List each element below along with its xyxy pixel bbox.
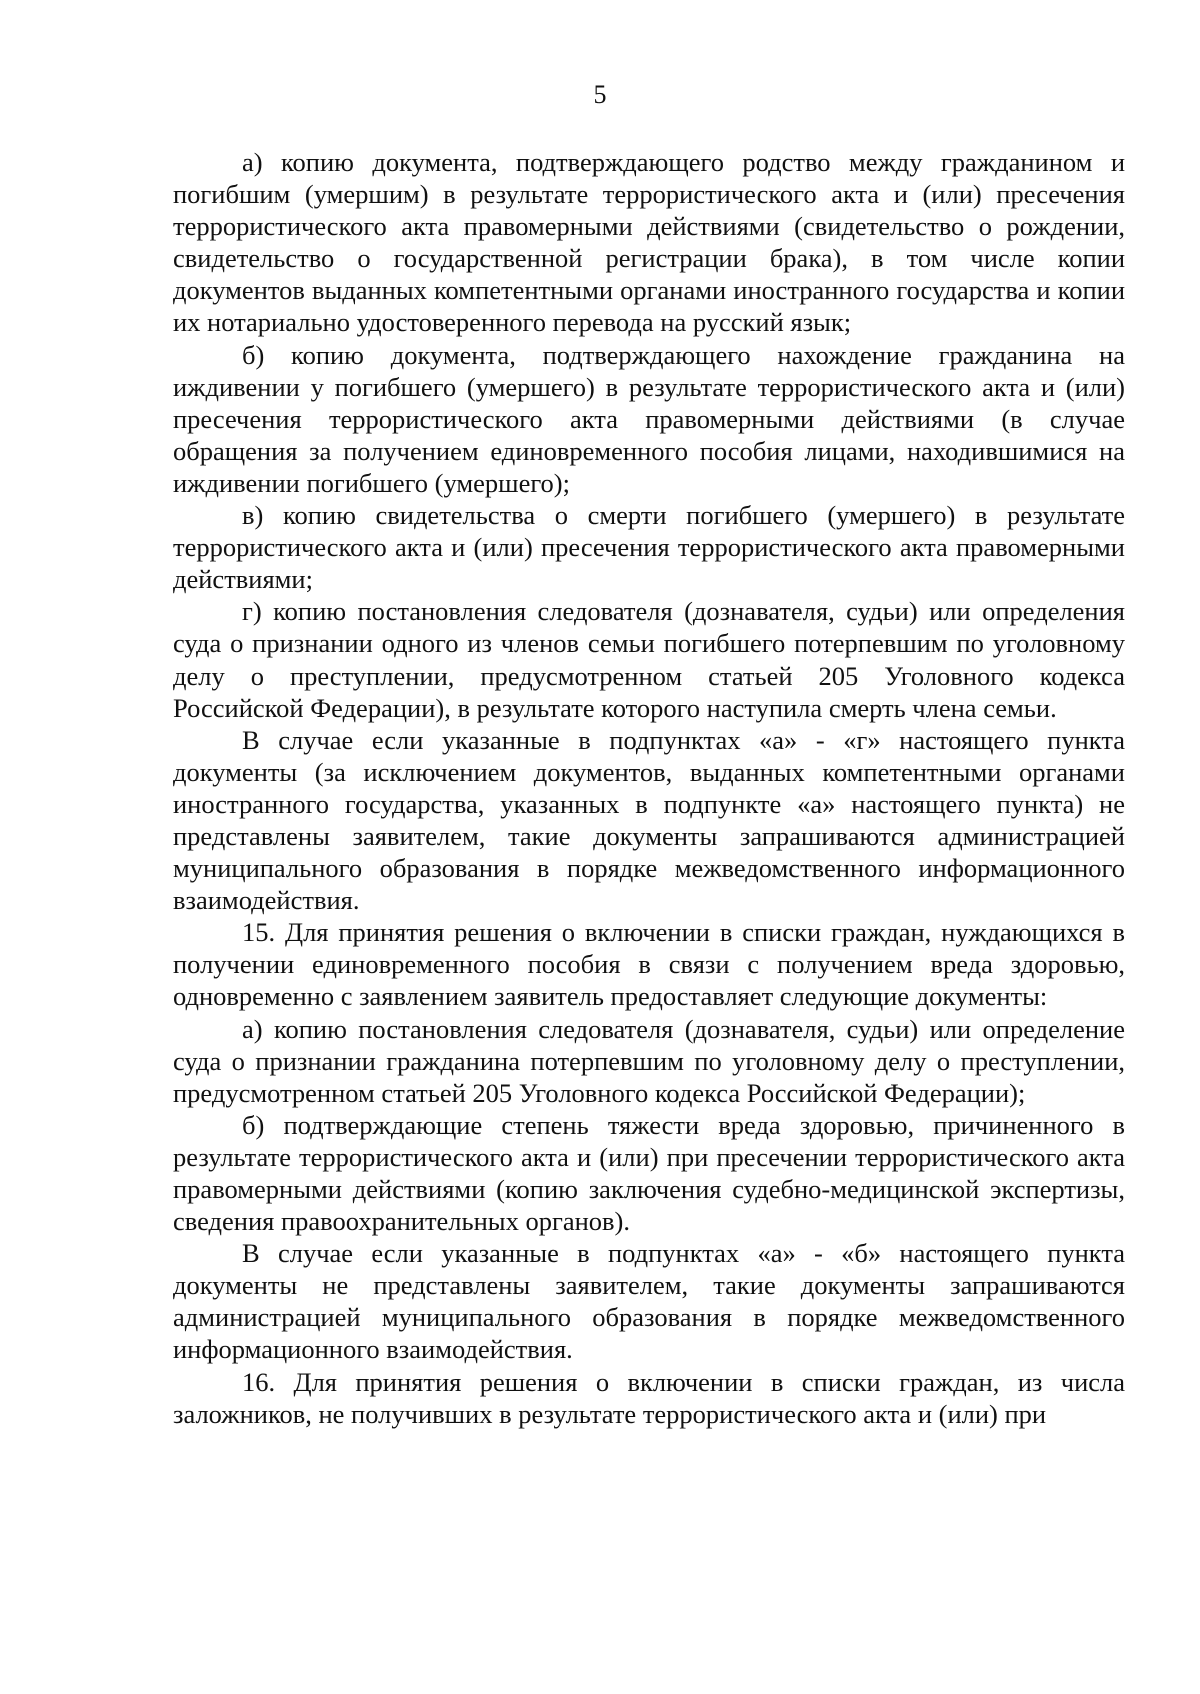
paragraph-clause-15-item-b: б) подтверждающие степень тяжести вреда здоровью, причиненного в результате террористического акта и (или) при пресечении террористического акта правомерными действиями (копию заключения судебно-медицинской экспертизы, сведения правоохранительных органов).	[173, 1109, 1125, 1237]
document-body	[173, 146, 1125, 1430]
paragraph-item-a-kinship: а) копию документа, подтверждающего родство между гражданином и погибшим (умершим) в результате террористического акта и (или) пресечения террористического акта правомерными действиями (свидетельство о рождении, свидетельство о государственной регистрации брака), в том числе копии документов выданных компетентными органами иностранного государства и копии их нотариально удостоверенного перевода на русский язык;	[173, 147, 1125, 338]
page-number: 5	[593, 80, 607, 109]
paragraph-clause-15-item-a: а) копию постановления следователя (дознавателя, судьи) или определение суда о признании гражданина потерпевшим по уголовному делу о преступлении, предусмотренном статьей 205 Уголовного кодекса Российской Федерации);	[173, 1013, 1125, 1108]
paragraph-interagency-request-1: В случае если указанные в подпунктах «а» - «г» настоящего пункта документы (за исключением документов, выданных компетентными органами иностранного государства, указанных в подпункте «а» настоящего пункта) не представлены заявителем, такие документы запрашиваются администрацией муниципального образования в порядке межведомственного информационного взаимодействия.	[173, 724, 1125, 916]
paragraph-clause-16: 16. Для принятия решения о включении в списки граждан, из числа заложников, не получивших в результате террористического акта и (или) при	[173, 1366, 1125, 1429]
paragraph-item-b-dependency: б) копию документа, подтверждающего нахождение гражданина на иждивении у погибшего (умершего) в результате террористического акта и (или) пресечения террористического акта правомерными действиями (в случае обращения за получением единовременного пособия лицами, находившимися на иждивении погибшего (умершего);	[173, 339, 1125, 498]
paragraph-item-g-investigator-ruling: г) копию постановления следователя (дознавателя, судьи) или определения суда о признании одного из членов семьи погибшего потерпевшим по уголовному делу о преступлении, предусмотренном статьей 205 Уголовного кодекса Российской Федерации), в результате которого наступила смерть члена семьи.	[173, 596, 1125, 723]
paragraph-interagency-request-2: В случае если указанные в подпунктах «а» - «б» настоящего пункта документы не представлены заявителем, такие документы запрашиваются администрацией муниципального образования в порядке межведомственного информационного взаимодействия.	[173, 1238, 1125, 1365]
paragraph-clause-15: 15. Для принятия решения о включении в списки граждан, нуждающихся в получении единовременного пособия в связи с получением вреда здоровью, одновременно с заявлением заявитель предоставляет следующие документы:	[173, 917, 1125, 1012]
paragraph-item-v-death-certificate: в) копию свидетельства о смерти погибшего (умершего) в результате террористического акта и (или) пресечения террористического акта правомерными действиями;	[173, 500, 1125, 595]
